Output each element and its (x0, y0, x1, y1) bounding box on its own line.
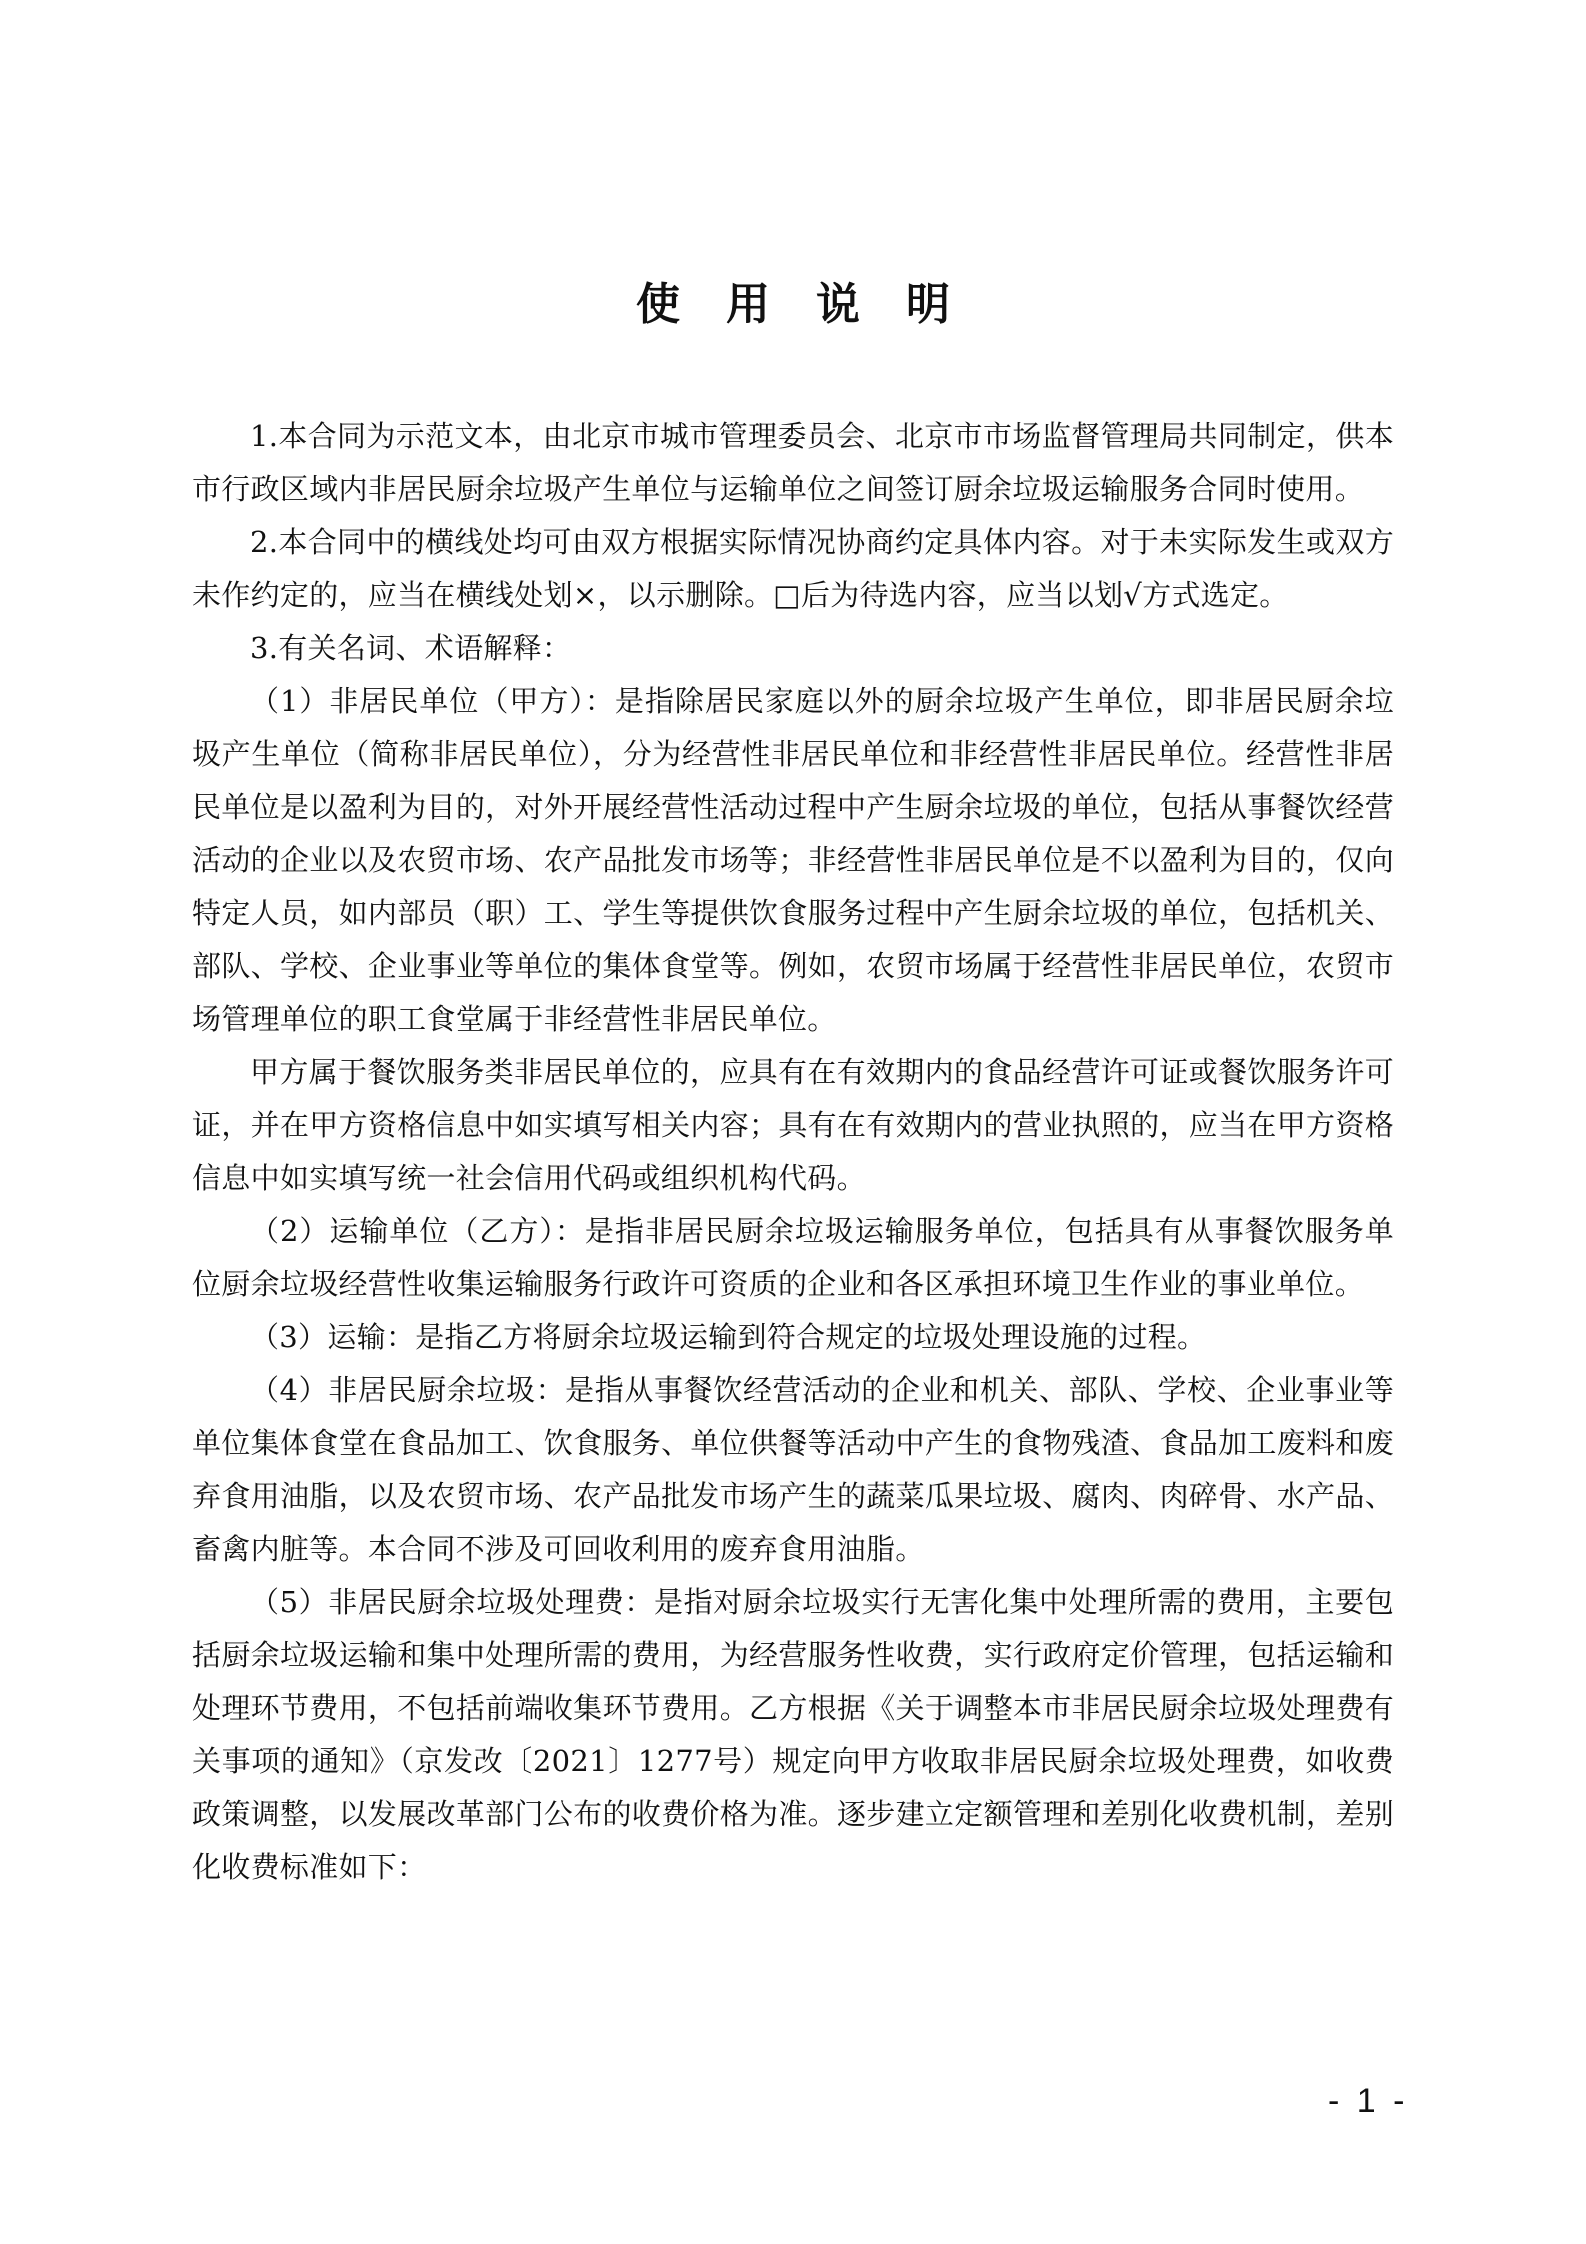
paragraph-4: （1）非居民单位（甲方）：是指除居民家庭以外的厨余垃圾产生单位，即非居民厨余垃圾产生单位（简称非居民单位），分为经营性非居民单位和非经营性非居民单位。经营性非居民单位是以盈利为目的，对外开展经营性活动过程中产生厨余垃圾的单位，包括从事餐饮经营活动的企业以及农贸市场、农产品批发市场等；非经营性非居民单位是不以盈利为目的，仅向特定人员，如内部员（职）工、学生等提供饮食服务过程中产生厨余垃圾的单位，包括机关、部队、学校、企业事业等单位的集体食堂等。例如，农贸市场属于经营性非居民单位，农贸市场管理单位的职工食堂属于非经营性非居民单位。 (192, 684, 1394, 1036)
paragraph-8: （4）非居民厨余垃圾：是指从事餐饮经营活动的企业和机关、部队、学校、企业事业等单位集体食堂在食品加工、饮食服务、单位供餐等活动中产生的食物残渣、食品加工废料和废弃食用油脂，以及农贸市场、农产品批发市场产生的蔬菜瓜果垃圾、腐肉、肉碎骨、水产品、畜禽内脏等。本合同不涉及可回收利用的废弃食用油脂。 (192, 1373, 1394, 1566)
paragraph-7: （3）运输：是指乙方将厨余垃圾运输到符合规定的垃圾处理设施的过程。 (250, 1320, 1207, 1354)
paragraph-3: 3.有关名词、术语解释： (250, 631, 572, 665)
paragraph-9: （5）非居民厨余垃圾处理费：是指对厨余垃圾实行无害化集中处理所需的费用，主要包括厨余垃圾运输和集中处理所需的费用，为经营服务性收费，实行政府定价管理，包括运输和处理环节费用，不包括前端收集环节费用。乙方根据《关于调整本市非居民厨余垃圾处理费有关事项的通知》（京发改〔2021〕1277号）规定向甲方收取非居民厨余垃圾处理费，如收费政策调整，以发展改革部门公布的收费价格为准。逐步建立定额管理和差别化收费机制，差别化收费标准如下： (192, 1585, 1394, 1884)
page-title: 使用说明 (636, 279, 996, 330)
document-body (192, 410, 1394, 1894)
paragraph-2: 2.本合同中的横线处均可由双方根据实际情况协商约定具体内容。对于未实际发生或双方未作约定的，应当在横线处划×，以示删除。□后为待选内容，应当以划√方式选定。 (192, 525, 1394, 612)
paragraph-1: 1.本合同为示范文本，由北京市城市管理委员会、北京市市场监督管理局共同制定，供本市行政区域内非居民厨余垃圾产生单位与运输单位之间签订厨余垃圾运输服务合同时使用。 (192, 419, 1394, 506)
paragraph-5: 甲方属于餐饮服务类非居民单位的，应具有在有效期内的食品经营许可证或餐饮服务许可证，并在甲方资格信息中如实填写相关内容；具有在有效期内的营业执照的，应当在甲方资格信息中如实填写统一社会信用代码或组织机构代码。 (192, 1055, 1394, 1195)
page-number: - 1 - (1328, 2082, 1409, 2120)
paragraph-6: （2）运输单位（乙方）：是指非居民厨余垃圾运输服务单位，包括具有从事餐饮服务单位厨余垃圾经营性收集运输服务行政许可资质的企业和各区承担环境卫生作业的事业单位。 (192, 1214, 1394, 1301)
